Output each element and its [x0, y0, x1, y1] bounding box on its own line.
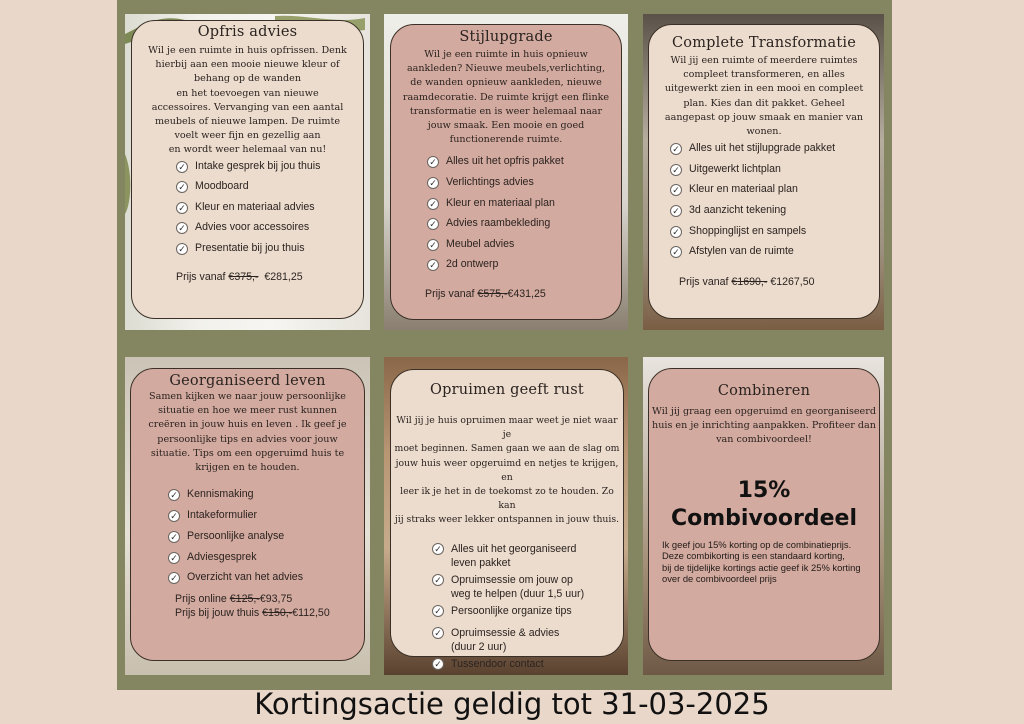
price-label: Prijs vanaf — [679, 275, 729, 288]
list-item — [176, 221, 363, 242]
detail-line: over de combivoordeel prijs — [662, 573, 777, 585]
intro-line: Wil je een ruimte in huis opnieuw — [424, 49, 588, 60]
check-icon: ✓ — [176, 181, 188, 193]
offer-cell-transformatie — [643, 14, 884, 330]
check-icon: ✓ — [670, 184, 682, 196]
check-icon: ✓ — [432, 574, 444, 586]
new-price: €431,25 — [507, 287, 546, 300]
item-label: Kleur en materiaal plan — [689, 183, 798, 196]
offer-cell-stijlupgrade — [384, 14, 628, 330]
item-label-cont: weg te helpen (duur 1,5 uur) — [451, 587, 585, 600]
card-title: Opfris advies — [197, 24, 298, 40]
card-intro — [391, 414, 623, 528]
detail-line: bij de tijdelijke kortings actie geef ik 25% korting — [662, 561, 861, 573]
item-label: Kleur en materiaal plan — [446, 196, 555, 209]
list-item — [427, 258, 621, 279]
list-item — [168, 488, 364, 509]
card-intro — [391, 48, 621, 147]
intro-line: moet beginnen. Samen gaan we aan de slag om — [394, 443, 620, 455]
offer-card — [648, 24, 880, 319]
item-label-cont: leven pakket — [451, 556, 511, 569]
item-label: Moodboard — [195, 180, 249, 193]
list-item — [432, 604, 623, 618]
offer-card — [390, 24, 622, 320]
intro-line: voelt weer fijn en gezellig aan — [174, 130, 321, 142]
intro-line: Wil je een ruimte in huis opfrissen. Denk — [148, 45, 347, 56]
card-intro — [131, 390, 364, 475]
card-intro — [649, 405, 879, 448]
item-label: Intakeformulier — [187, 509, 258, 522]
price-online-line — [175, 592, 364, 606]
item-label: Alles uit het stijlupgrade pakket — [689, 142, 836, 155]
intro-line: jouw smaak. Een mooie en goed — [427, 120, 585, 132]
check-icon: ✓ — [176, 202, 188, 214]
intro-line: wonen. — [746, 126, 782, 138]
intro-line: de wanden opnieuw aankleden, nieuwe — [410, 77, 602, 89]
intro-line: Wil jij graag een opgeruimd en georganiseerd — [652, 406, 876, 417]
item-label: Kennismaking — [187, 488, 254, 501]
intro-line: huis en je inrichting aanpakken. Profiteer dan — [652, 420, 876, 432]
detail-line: Ik geef jou 15% korting op de combinatieprijs. — [662, 538, 852, 550]
intro-line: transformatie en is weer helemaal naar — [409, 105, 603, 117]
intro-line: jouw huis weer opgeruimd en netjes te krijgen, en — [395, 457, 619, 483]
intro-line: situatie. Tips om een opgeruimd huis te — [150, 447, 345, 459]
list-item — [176, 160, 363, 181]
list-item — [432, 542, 623, 570]
intro-line: behang op de wanden — [193, 73, 302, 85]
price-line — [679, 276, 879, 288]
intro-line: creëren in jouw huis en leven . Ik geef je — [148, 419, 347, 431]
list-item — [670, 163, 879, 184]
intro-line: van combivoordeel! — [716, 434, 812, 446]
list-item — [168, 530, 364, 551]
price-label: Prijs vanaf — [425, 287, 475, 300]
offer-cell-opfris — [125, 14, 370, 330]
card-title: Georganiseerd leven — [169, 373, 326, 389]
check-icon: ✓ — [427, 239, 439, 251]
intro-line: persoonlijke tips en advies voor jouw — [157, 433, 338, 445]
list-item — [670, 142, 879, 163]
check-icon: ✓ — [670, 226, 682, 238]
item-label: Adviesgesprek — [187, 550, 257, 563]
offer-card — [131, 20, 364, 319]
item-label: Overzicht van het advies — [187, 571, 303, 584]
intro-line: compleet transformeren, en alles — [683, 69, 845, 81]
feature-list — [427, 155, 621, 279]
intro-line: aankleden? Nieuwe meubels,verlichting, — [406, 63, 606, 75]
feature-list — [432, 542, 623, 671]
offer-grid — [117, 0, 892, 690]
list-item — [427, 197, 621, 218]
intro-line: leer ik je het in de toekomst zo te houden. Zo kan — [400, 486, 614, 512]
list-item — [168, 509, 364, 530]
old-price: €125,- — [229, 593, 260, 606]
intro-line: Samen kijken we naar jouw persoonlijke — [149, 391, 346, 402]
list-item — [427, 217, 621, 238]
item-label: Persoonlijke analyse — [187, 529, 285, 542]
item-label: Uitgewerkt lichtplan — [689, 162, 781, 175]
feature-list — [670, 142, 879, 266]
check-icon: ✓ — [427, 259, 439, 271]
intro-line: en wordt weer helemaal van nu! — [168, 144, 327, 156]
intro-line: functionerende ruimte. — [449, 134, 563, 146]
list-item — [432, 626, 623, 654]
card-title: Combineren — [717, 383, 811, 399]
combi-percent: 15% — [737, 477, 791, 503]
price-home-line — [175, 606, 364, 620]
intro-line: hierbij aan een mooie nieuwe kleur of — [155, 59, 340, 71]
check-icon: ✓ — [168, 552, 180, 564]
old-price: €575,- — [477, 287, 508, 300]
check-icon: ✓ — [176, 222, 188, 234]
old-price: €375,- — [228, 270, 259, 283]
item-label-cont: (duur 2 uur) — [451, 640, 507, 653]
check-icon: ✓ — [427, 198, 439, 210]
list-item — [670, 204, 879, 225]
item-label: Persoonlijke organize tips — [451, 604, 572, 617]
item-label: Opruimsessie & advies — [451, 626, 560, 639]
offer-card — [390, 369, 624, 670]
list-item — [427, 238, 621, 259]
card-intro — [132, 44, 363, 158]
list-item — [427, 176, 621, 197]
intro-line: situatie en hoe we meer rust kunnen — [158, 405, 337, 417]
list-item — [168, 551, 364, 572]
check-icon: ✓ — [176, 161, 188, 173]
old-price: €150,- — [262, 607, 293, 620]
offer-cell-combineren — [643, 357, 884, 675]
offer-cell-opruimen — [384, 357, 628, 675]
card-title: Stijlupgrade — [459, 29, 553, 45]
check-icon: ✓ — [168, 572, 180, 584]
intro-line: plan. Kies dan dit pakket. Geheel — [683, 97, 845, 109]
price-label: Prijs vanaf — [176, 270, 226, 283]
intro-line: krijgen en te houden. — [195, 462, 300, 474]
detail-line: Deze combikorting is een standaard korting, — [662, 550, 845, 562]
intro-line: en het toevoegen van nieuwe — [176, 87, 319, 99]
new-price: €112,50 — [292, 607, 330, 620]
new-price: €281,25 — [264, 270, 303, 283]
item-label: Presentatie bij jou thuis — [195, 242, 305, 254]
list-item — [176, 180, 363, 201]
combi-details — [662, 539, 879, 585]
intro-line: raamdecoratie. De ruimte krijgt een flinke — [402, 91, 610, 103]
check-icon: ✓ — [432, 627, 444, 639]
card-intro — [649, 54, 879, 139]
price-line — [176, 271, 363, 283]
promo-footer: Kortingsactie geldig tot 31-03-2025 — [254, 687, 770, 721]
price-label: Prijs bij jouw thuis — [175, 607, 260, 620]
price-line — [425, 288, 621, 300]
check-icon: ✓ — [168, 489, 180, 501]
list-item — [670, 183, 879, 204]
intro-line: Wil jij een ruimte of meerdere ruimtes — [670, 55, 858, 66]
item-label: Opruimsessie om jouw op — [451, 573, 573, 586]
old-price: €1690,- — [731, 275, 768, 288]
check-icon: ✓ — [432, 605, 444, 617]
intro-line: uitgewerkt zien in een mooi en compleet — [664, 83, 864, 95]
feature-list — [168, 488, 364, 592]
check-icon: ✓ — [427, 177, 439, 189]
offer-card — [130, 368, 365, 661]
check-icon: ✓ — [670, 205, 682, 217]
item-label: Alles uit het opfris pakket — [446, 155, 564, 168]
list-item — [176, 242, 363, 263]
new-price: €93,75 — [259, 593, 293, 606]
card-title: Complete Transformatie — [672, 35, 856, 51]
item-label: Advies raambekleding — [446, 217, 551, 230]
new-price: €1267,50 — [770, 275, 815, 288]
item-label: Alles uit het georganiseerd — [451, 542, 577, 555]
item-label: Meubel advies — [446, 237, 515, 250]
item-label: Shoppinglijst en sampels — [689, 224, 807, 237]
price-label: Prijs online — [175, 593, 227, 606]
list-item — [427, 155, 621, 176]
check-icon: ✓ — [670, 164, 682, 176]
intro-line: accessoires. Vervanging van een aantal — [151, 101, 344, 113]
item-label: Verlichtings advies — [446, 176, 534, 189]
item-label: Intake gesprek bij jou thuis — [195, 159, 321, 172]
check-icon: ✓ — [432, 543, 444, 555]
check-icon: ✓ — [427, 156, 439, 168]
list-item — [176, 201, 363, 222]
intro-line: aangepast op jouw smaak en manier van — [664, 111, 864, 123]
item-label: 3d aanzicht tekening — [689, 204, 787, 216]
check-icon: ✓ — [168, 510, 180, 522]
item-label: Kleur en materiaal advies — [195, 200, 315, 213]
check-icon: ✓ — [427, 218, 439, 230]
list-item — [670, 225, 879, 246]
list-item — [168, 571, 364, 592]
check-icon: ✓ — [670, 246, 682, 258]
intro-line: meubels of nieuwe lampen. De ruimte — [154, 116, 341, 128]
intro-line: jij straks weer lekker ontspannen in jouw thuis. — [394, 514, 620, 526]
check-icon: ✓ — [432, 658, 444, 670]
item-label: Advies voor accessoires — [195, 221, 310, 234]
item-label: Tussendoor contact — [451, 657, 544, 670]
intro-line: Wil jij je huis opruimen maar weet je niet waar je — [396, 415, 618, 441]
offer-card — [648, 368, 880, 661]
list-item — [432, 657, 623, 671]
combi-label: Combivoordeel — [670, 505, 858, 531]
check-icon: ✓ — [670, 143, 682, 155]
list-item — [432, 573, 623, 601]
item-label: 2d ontwerp — [446, 258, 499, 271]
list-item — [670, 245, 879, 266]
item-label: Afstylen van de ruimte — [689, 245, 794, 258]
card-title: Opruimen geeft rust — [430, 382, 584, 398]
check-icon: ✓ — [176, 243, 188, 255]
offer-cell-georganiseerd — [125, 357, 370, 675]
check-icon: ✓ — [168, 531, 180, 543]
feature-list — [176, 160, 363, 263]
